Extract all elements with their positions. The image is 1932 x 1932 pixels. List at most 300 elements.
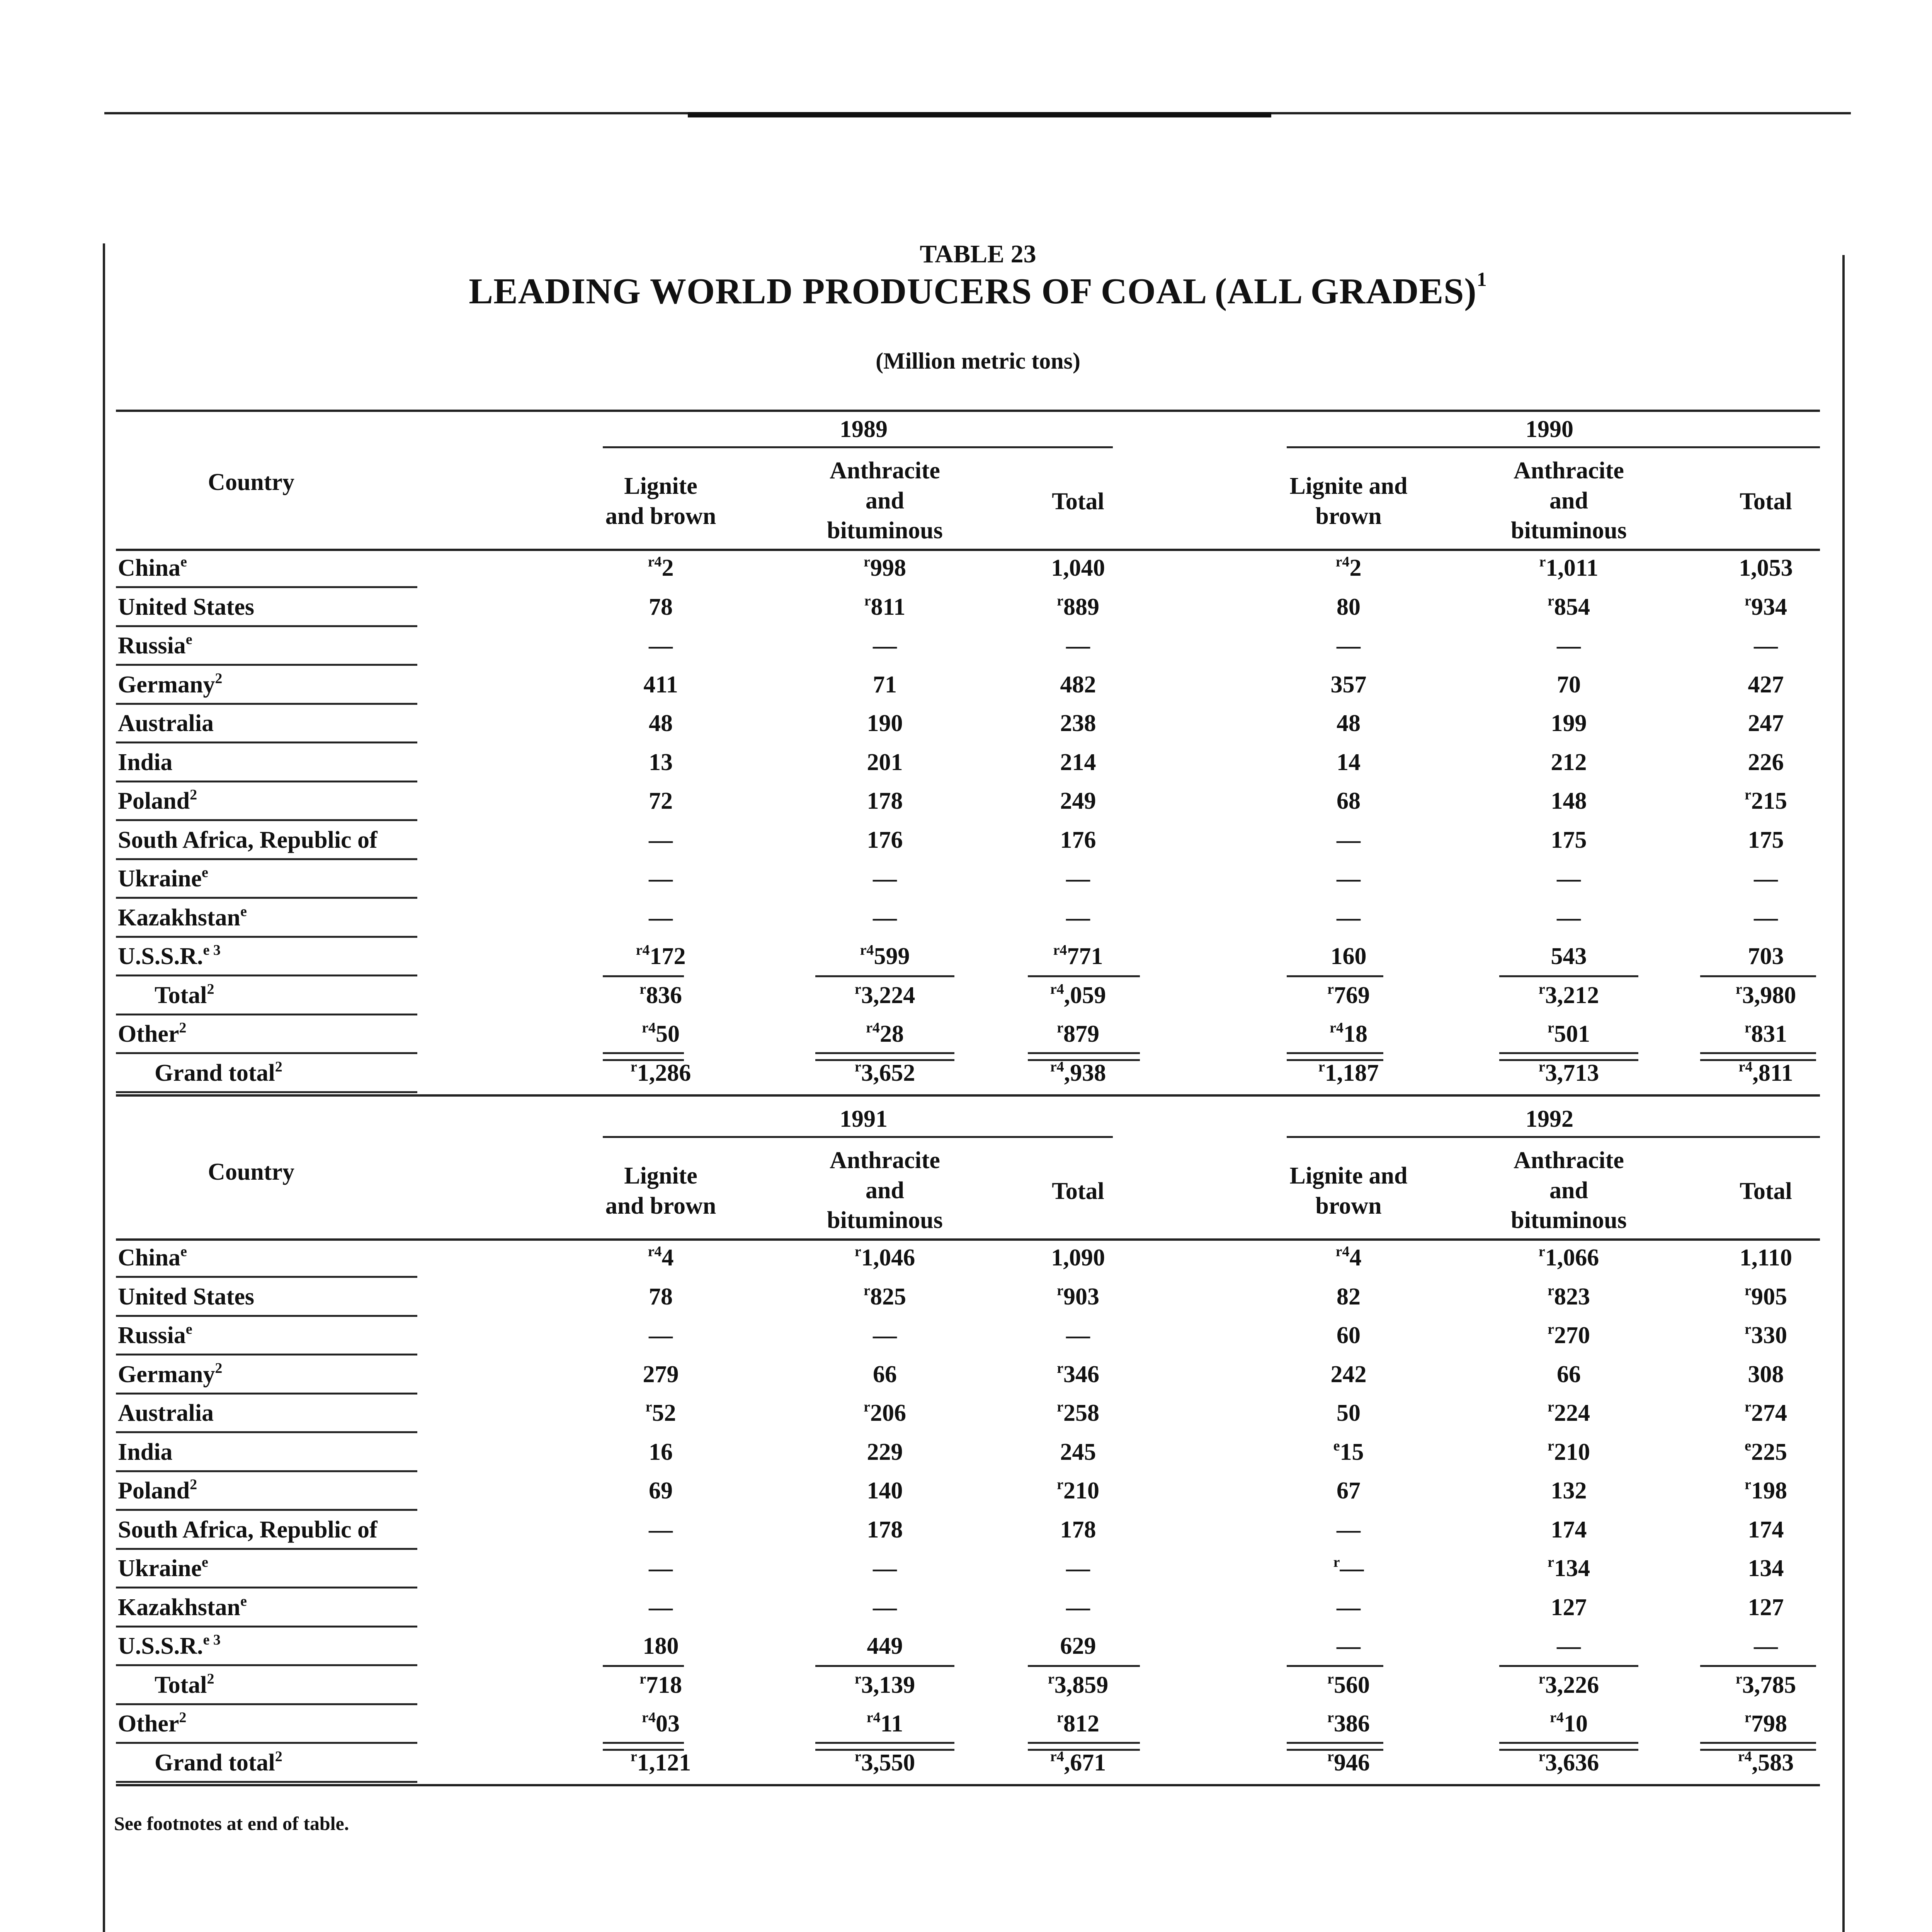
table-cell <box>576 1709 746 1737</box>
revision-mark: r <box>1057 592 1063 609</box>
column-subheader <box>1677 1177 1855 1207</box>
table-cell: 226 <box>1748 749 1784 776</box>
rule <box>1287 446 1820 448</box>
revision-mark: r <box>1745 787 1751 803</box>
cell-number: 889 <box>1063 594 1099 620</box>
cell-number: 330 <box>1751 1322 1787 1349</box>
cell-number: 3,980 <box>1742 982 1796 1009</box>
table-cell: 178 <box>1060 1516 1096 1543</box>
cell-number: ,811 <box>1752 1060 1793 1086</box>
rule <box>1028 975 1140 977</box>
table-cell: 201 <box>867 749 903 776</box>
cell-number: 134 <box>1554 1555 1590 1582</box>
country-footnote-mark: 2 <box>207 1670 214 1687</box>
country-cell <box>118 1440 172 1464</box>
country-cell <box>155 983 214 1007</box>
table-cell <box>1484 1243 1654 1271</box>
country-footnote-mark: 2 <box>275 1058 282 1075</box>
subheader-line: Lignite and <box>1289 1163 1408 1189</box>
table-cell: — <box>1337 827 1361 853</box>
table-cell: — <box>1066 633 1090 659</box>
table-cell <box>1264 1243 1434 1271</box>
revision-mark: r <box>630 1748 637 1765</box>
revision-mark: r <box>1745 1399 1751 1415</box>
table-cell: — <box>1066 904 1090 931</box>
table-cell <box>1264 983 1434 1007</box>
cell-number: — <box>1340 1555 1364 1582</box>
country-footnote-mark: 2 <box>179 1709 187 1726</box>
country-cell <box>118 595 254 619</box>
table-cell: 249 <box>1060 788 1096 814</box>
cell-number: 4 <box>1349 1245 1362 1271</box>
country-cell <box>118 670 223 698</box>
cell-number: 1,066 <box>1545 1245 1599 1271</box>
revision-mark: r <box>1735 1670 1742 1687</box>
cell-number: 3,713 <box>1545 1060 1599 1086</box>
rule <box>116 586 417 588</box>
table-cell: 543 <box>1551 943 1587 969</box>
revision-mark: r4 <box>1738 1058 1753 1075</box>
table-cell: 82 <box>1337 1283 1361 1310</box>
rule <box>1028 1052 1140 1054</box>
cell-number: ,938 <box>1064 1060 1106 1086</box>
country-cell <box>118 1243 187 1271</box>
revision-mark: r <box>1745 1020 1751 1036</box>
cell-number: ,059 <box>1064 982 1106 1009</box>
country-name: Australia <box>118 1400 214 1426</box>
subheader-line: Total <box>1740 488 1792 515</box>
table-cell: 16 <box>649 1439 673 1465</box>
revision-mark: r4 <box>1050 1748 1064 1765</box>
table-cell: 482 <box>1060 671 1096 698</box>
rule <box>116 1431 417 1433</box>
subheader-line: and <box>866 1177 904 1204</box>
rule <box>1499 1052 1638 1054</box>
cell-number: 198 <box>1751 1478 1787 1504</box>
cell-number: ,671 <box>1064 1749 1106 1776</box>
rule <box>116 897 417 899</box>
rule <box>116 1393 417 1395</box>
revision-mark: r4 <box>1050 981 1064 997</box>
country-cell <box>155 1748 282 1776</box>
country-cell <box>155 1670 214 1698</box>
rule <box>116 1354 417 1355</box>
table-cell <box>1264 1058 1434 1086</box>
table-cell: 71 <box>873 671 897 698</box>
table-cell: 229 <box>867 1439 903 1465</box>
country-footnote-mark: e <box>202 1554 208 1570</box>
subheader-line: Anthracite <box>830 457 940 484</box>
revision-mark: r <box>1538 1243 1545 1260</box>
table-cell <box>800 1058 970 1086</box>
column-subheader <box>1480 1146 1658 1236</box>
cell-number: 3,212 <box>1545 982 1599 1009</box>
table-cell <box>1681 1437 1851 1465</box>
year-header: 1989 <box>840 416 888 442</box>
cell-number: 1,121 <box>637 1749 691 1776</box>
country-cell <box>118 1556 208 1580</box>
cell-number: 274 <box>1751 1400 1787 1426</box>
table-cell <box>993 983 1163 1007</box>
cell-number: 4 <box>662 1245 674 1271</box>
rule <box>603 1742 684 1744</box>
rule <box>1287 975 1383 977</box>
rule <box>116 1742 417 1744</box>
table-cell <box>1681 1058 1851 1086</box>
rule <box>1499 1742 1638 1744</box>
rule <box>116 1276 417 1278</box>
revision-mark: r4 <box>860 942 874 958</box>
subheader-line: bituminous <box>1511 517 1627 544</box>
subheader-line: and <box>1549 1177 1588 1204</box>
revision-mark: r <box>630 1058 637 1075</box>
rule <box>603 1052 684 1054</box>
country-cell <box>118 750 172 774</box>
table-cell <box>1264 1709 1434 1737</box>
table-cell: 160 <box>1330 943 1367 969</box>
rule <box>1499 975 1638 977</box>
table-cell: — <box>649 904 673 931</box>
subheader-line: and brown <box>605 1192 716 1219</box>
cell-number: 811 <box>871 594 906 620</box>
revision-mark: r <box>1057 1399 1063 1415</box>
country-cell <box>118 1401 214 1425</box>
rule <box>1287 1052 1383 1054</box>
table-cell <box>800 1022 970 1046</box>
revision-mark: r4 <box>642 1020 656 1036</box>
country-cell <box>118 631 192 659</box>
column-subheader <box>1677 487 1855 517</box>
table-cell: 127 <box>1748 1594 1784 1621</box>
country-footnote-mark: e <box>185 631 192 648</box>
rule <box>116 1315 417 1317</box>
column-subheader <box>989 487 1167 517</box>
country-name: Poland <box>118 1478 190 1504</box>
table-cell <box>800 944 970 968</box>
cell-number: 812 <box>1063 1711 1099 1737</box>
subheader-line: and brown <box>605 503 716 529</box>
country-name: Ukraine <box>118 866 202 892</box>
table-cell: 178 <box>867 788 903 814</box>
revision-mark: r4 <box>1550 1709 1564 1726</box>
table-cell <box>1681 1476 1851 1504</box>
table-cell: 1,040 <box>1051 555 1105 581</box>
revision-mark: e <box>1745 1437 1751 1454</box>
table-cell <box>800 1401 970 1425</box>
rule <box>116 936 417 938</box>
rule <box>116 975 417 976</box>
revision-mark: r <box>1538 1748 1545 1765</box>
cell-number: 854 <box>1554 594 1590 620</box>
table-cell <box>1484 1058 1654 1086</box>
rule <box>1700 1742 1816 1744</box>
table-cell: — <box>1337 1516 1361 1543</box>
table-cell <box>993 1362 1163 1386</box>
country-name: Kazakhstan <box>118 904 240 931</box>
table-cell: 1,110 <box>1739 1245 1793 1271</box>
table-cell: — <box>1337 633 1361 659</box>
table-cell <box>1681 1401 1851 1425</box>
rule <box>815 1742 954 1744</box>
cell-number: 718 <box>646 1672 682 1698</box>
cell-number: 50 <box>655 1021 680 1047</box>
revision-mark: r4 <box>648 554 662 570</box>
year-header: 1991 <box>840 1106 888 1132</box>
table-cell: — <box>649 866 673 892</box>
revision-mark: r <box>1048 1670 1054 1687</box>
table-title-text: LEADING WORLD PRODUCERS OF COAL (ALL GRADES) <box>469 271 1477 311</box>
subheader-line: bituminous <box>827 1207 943 1233</box>
country-name: India <box>118 749 173 776</box>
table-cell: 48 <box>649 710 673 736</box>
cell-number: 3,859 <box>1054 1672 1109 1698</box>
country-cell <box>155 1058 282 1086</box>
table-cell: 214 <box>1060 749 1096 776</box>
table-cell <box>800 1282 970 1310</box>
table-cell <box>576 983 746 1007</box>
country-name: Germany <box>118 671 215 698</box>
table-cell: 50 <box>1337 1400 1361 1426</box>
cell-number: 905 <box>1751 1283 1787 1310</box>
country-cell <box>118 1476 197 1504</box>
table-cell <box>1484 983 1654 1007</box>
rule <box>116 1091 417 1093</box>
cell-number: 823 <box>1554 1283 1590 1310</box>
table-cell <box>1681 1282 1851 1310</box>
table-cell <box>993 944 1163 968</box>
subheader-line: bituminous <box>827 517 943 544</box>
country-column-header: Country <box>208 469 294 495</box>
table-cell: 703 <box>1748 943 1784 969</box>
subheader-line: Lignite <box>624 1163 697 1189</box>
table-cell: 174 <box>1748 1516 1784 1543</box>
country-cell <box>118 864 208 892</box>
cell-number: 599 <box>874 943 910 969</box>
country-cell <box>118 828 378 852</box>
rule <box>1499 1665 1638 1667</box>
table-cell: 449 <box>867 1633 903 1659</box>
rule <box>603 1136 1113 1138</box>
table-cell <box>993 1022 1163 1046</box>
table-cell: 48 <box>1337 710 1361 736</box>
cell-number: 210 <box>1554 1439 1590 1465</box>
table-cell <box>576 1748 746 1776</box>
table-cell: — <box>1337 904 1361 931</box>
country-cell <box>118 789 197 813</box>
table-cell <box>993 1058 1163 1086</box>
table-cell: — <box>1066 866 1090 892</box>
revision-mark: r4 <box>1330 1020 1344 1036</box>
cell-number: 1,011 <box>1546 555 1599 581</box>
table-cell: — <box>873 633 897 659</box>
revision-mark: r <box>1333 1554 1340 1570</box>
table-cell: 148 <box>1551 788 1587 814</box>
table-cell <box>1264 1437 1434 1465</box>
table-cell <box>800 1748 970 1776</box>
cell-number: 270 <box>1554 1322 1590 1349</box>
left-margin-rule <box>103 243 105 1932</box>
country-footnote-mark: 2 <box>190 1476 197 1493</box>
rule <box>116 742 417 743</box>
table-cell: — <box>873 904 897 931</box>
revision-mark: r4 <box>866 1709 881 1726</box>
subheader-line: Total <box>1052 488 1104 515</box>
country-footnote-mark: 2 <box>275 1748 282 1765</box>
rule <box>116 1703 417 1705</box>
table-cell: — <box>649 1516 673 1543</box>
country-footnote-mark: e <box>180 1243 187 1260</box>
subheader-line: brown <box>1315 1192 1382 1219</box>
revision-mark: r <box>1057 1360 1063 1376</box>
revision-mark: r <box>1745 1476 1751 1493</box>
table-cell: 190 <box>867 710 903 736</box>
rule <box>815 1665 954 1667</box>
country-cell <box>118 1323 192 1347</box>
table-cell <box>993 1476 1163 1504</box>
country-footnote-mark: e <box>202 864 208 881</box>
table-cell: 245 <box>1060 1439 1096 1465</box>
revision-mark: r <box>1538 1058 1545 1075</box>
revision-mark: r <box>1548 592 1554 609</box>
table-cell <box>1264 1556 1434 1580</box>
table-cell: — <box>649 1594 673 1621</box>
cell-number: 346 <box>1063 1361 1099 1388</box>
rule <box>116 1587 417 1588</box>
revision-mark: r <box>1745 1321 1751 1337</box>
table-cell: 247 <box>1748 710 1784 736</box>
country-cell <box>118 1362 222 1386</box>
cell-number: 28 <box>879 1021 904 1047</box>
table-title-footnote-mark: 1 <box>1476 269 1487 291</box>
table-cell: 174 <box>1551 1516 1587 1543</box>
column-subheader <box>796 456 974 546</box>
country-name: Russia <box>118 1322 186 1349</box>
revision-mark: r <box>1057 1282 1063 1299</box>
footnote: See footnotes at end of table. <box>114 1813 349 1834</box>
revision-mark: r <box>1327 1748 1334 1765</box>
country-footnote-mark: e <box>185 1321 192 1337</box>
cell-number: 1,187 <box>1325 1060 1379 1086</box>
revision-mark: r <box>1735 981 1742 997</box>
country-name: United States <box>118 1283 255 1310</box>
revision-mark: r4 <box>1335 554 1350 570</box>
table-cell: — <box>1337 866 1361 892</box>
cell-number: 210 <box>1063 1478 1099 1504</box>
rule <box>603 1665 684 1667</box>
table-cell: 176 <box>1060 827 1096 853</box>
country-cell <box>118 556 187 580</box>
rule <box>1287 1742 1383 1744</box>
table-cell: — <box>1557 1633 1581 1659</box>
revision-mark: r <box>864 554 870 570</box>
table-cell: 308 <box>1748 1361 1784 1388</box>
rule <box>116 664 417 666</box>
revision-mark: r <box>854 1670 861 1687</box>
cell-number: 3,139 <box>861 1672 915 1698</box>
revision-mark: r4 <box>1050 1058 1064 1075</box>
revision-mark: r <box>1548 1321 1554 1337</box>
country-cell <box>118 903 247 931</box>
table-cell: — <box>649 827 673 853</box>
country-name: Kazakhstan <box>118 1594 240 1621</box>
rule <box>116 1626 417 1628</box>
subheader-line: Lignite and <box>1289 473 1408 499</box>
table-cell: 1,090 <box>1051 1245 1105 1271</box>
country-footnote-mark: 2 <box>215 1360 223 1376</box>
cell-number: 18 <box>1343 1021 1367 1047</box>
cell-number: 501 <box>1554 1021 1590 1047</box>
revision-mark: r <box>854 1748 861 1765</box>
table-cell <box>1681 1323 1851 1347</box>
rule <box>116 410 1820 412</box>
country-footnote-mark: 2 <box>179 1020 187 1036</box>
revision-mark: r4 <box>636 942 650 958</box>
table-cell <box>576 1670 746 1698</box>
revision-mark: r4 <box>866 1020 880 1036</box>
cell-number: 2 <box>1349 555 1362 581</box>
cell-number: 1,286 <box>637 1060 691 1086</box>
cell-number: 3,224 <box>861 982 915 1009</box>
country-name: China <box>118 1245 180 1271</box>
table-cell: 60 <box>1337 1322 1361 1349</box>
cell-number: 879 <box>1063 1021 1099 1047</box>
revision-mark: r <box>1548 1020 1554 1036</box>
table-cell: — <box>1557 633 1581 659</box>
country-name: Other <box>118 1021 179 1047</box>
cell-number: 769 <box>1333 982 1370 1009</box>
table-cell: 14 <box>1337 749 1361 776</box>
cell-number: 3,636 <box>1545 1749 1599 1776</box>
revision-mark: r <box>864 592 871 609</box>
table-cell: 67 <box>1337 1478 1361 1504</box>
rule <box>116 1052 417 1054</box>
table-cell <box>993 1670 1163 1698</box>
cell-number: 215 <box>1751 788 1787 814</box>
table-cell <box>800 983 970 1007</box>
cell-number: 798 <box>1751 1711 1787 1737</box>
subheader-line: Total <box>1052 1178 1104 1204</box>
cell-number: 903 <box>1063 1283 1099 1310</box>
table-cell <box>1484 556 1654 580</box>
rule <box>815 1052 954 1054</box>
table-cell: 66 <box>1557 1361 1581 1388</box>
country-footnote-mark: e 3 <box>203 1632 221 1648</box>
cell-number: 172 <box>650 943 686 969</box>
country-name: Poland <box>118 788 190 814</box>
cell-number: 946 <box>1333 1749 1370 1776</box>
revision-mark: r <box>854 1243 861 1260</box>
cell-number: 934 <box>1751 594 1787 620</box>
table-units: (Million metric tons) <box>876 348 1080 374</box>
cell-number: 998 <box>870 555 906 581</box>
country-cell <box>118 711 214 735</box>
table-cell <box>576 556 746 580</box>
table-cell <box>1484 1709 1654 1737</box>
table-cell: — <box>873 1322 897 1349</box>
table-cell: 78 <box>649 1283 673 1310</box>
table-cell: — <box>1754 633 1778 659</box>
table-cell <box>1681 1709 1851 1737</box>
rule <box>116 703 417 705</box>
top-rule-accent <box>688 112 1271 117</box>
revision-mark: r <box>1538 1670 1545 1687</box>
cell-number: 52 <box>652 1400 676 1426</box>
table-cell <box>1681 1748 1851 1776</box>
table-cell <box>1681 592 1851 620</box>
table-cell <box>800 1243 970 1271</box>
table-cell <box>1681 789 1851 813</box>
table-cell: 72 <box>649 788 673 814</box>
